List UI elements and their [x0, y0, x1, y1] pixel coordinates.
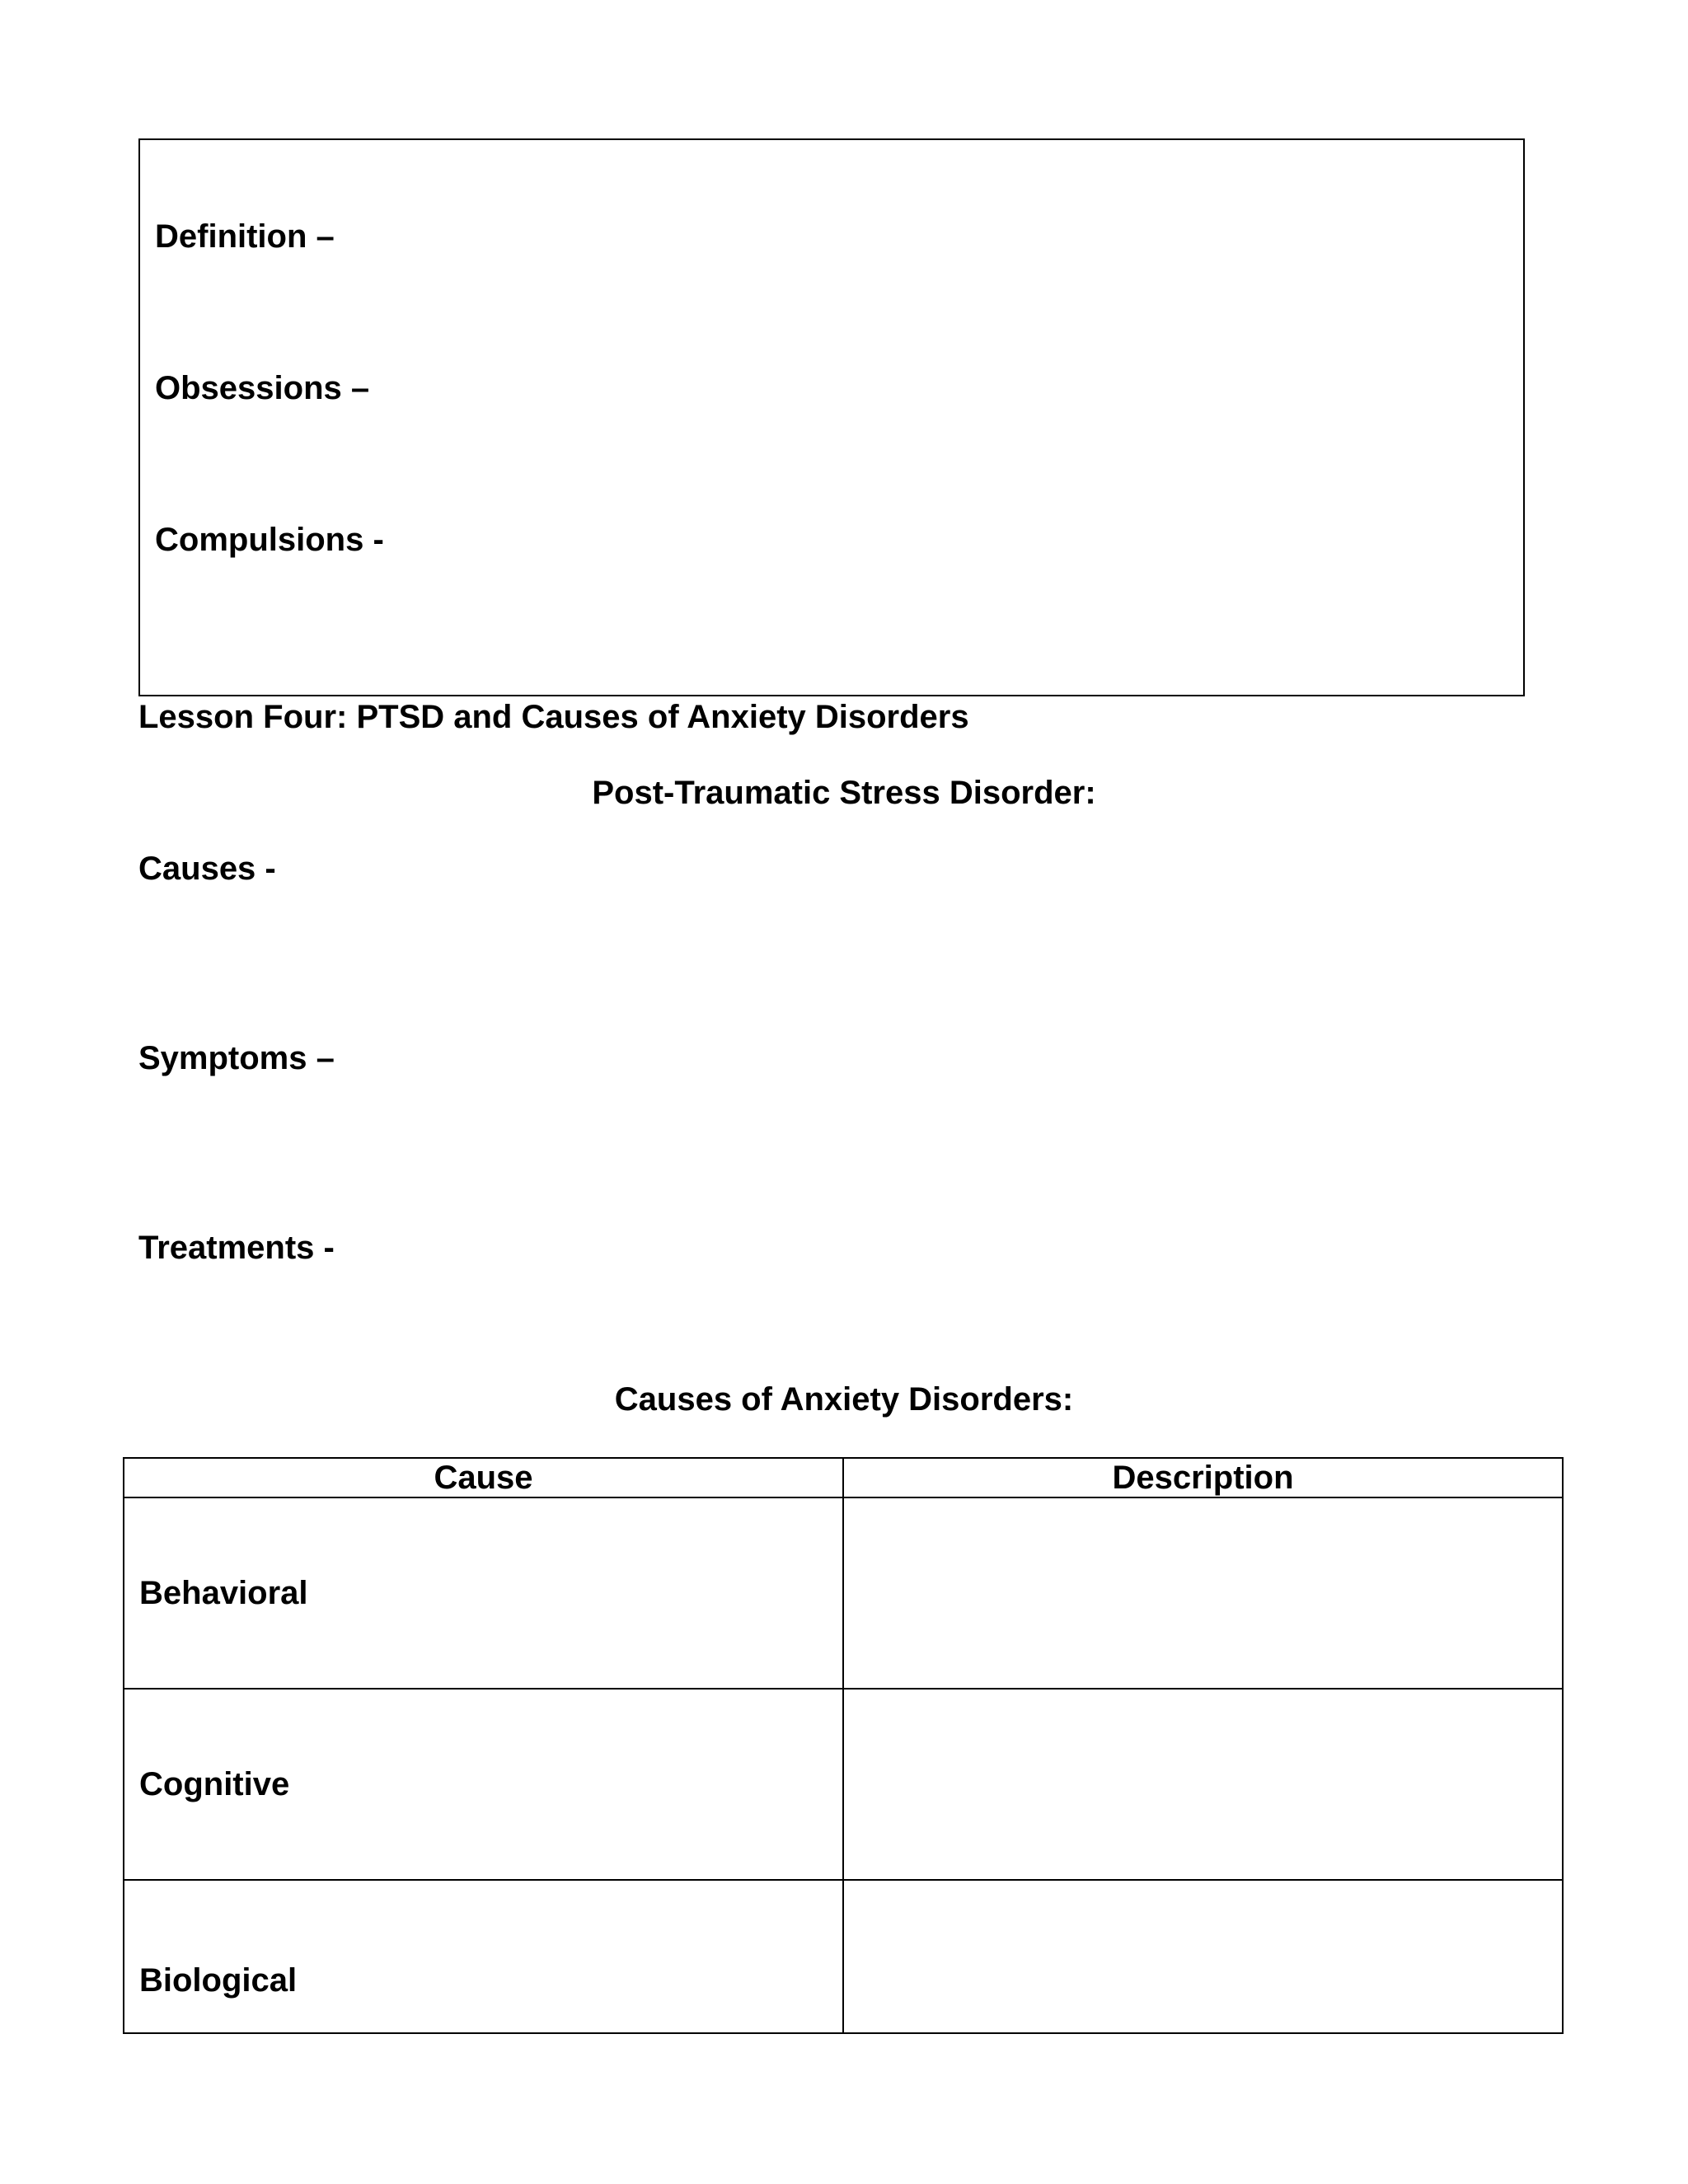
cause-cell-behavioral: Behavioral — [124, 1497, 843, 1689]
ptsd-symptoms-label: Symptoms – — [138, 1040, 335, 1076]
table-row — [124, 1497, 1563, 1689]
ptsd-treatments-label: Treatments - — [138, 1230, 335, 1266]
cause-cell-biological: Biological — [124, 1880, 843, 2033]
ptsd-heading: Post-Traumatic Stress Disorder: — [592, 775, 1096, 811]
description-cell — [843, 1689, 1563, 1880]
lesson-title: Lesson Four: PTSD and Causes of Anxiety Disorders — [138, 699, 969, 735]
compulsions-label: Compulsions - — [155, 522, 384, 558]
description-cell — [843, 1880, 1563, 2033]
table-row — [124, 1880, 1563, 2033]
definition-label: Definition – — [155, 218, 335, 255]
causes-heading: Causes of Anxiety Disorders: — [614, 1381, 1074, 1418]
table-row — [124, 1689, 1563, 1880]
ocd-notes-box — [138, 138, 1525, 696]
ptsd-causes-label: Causes - — [138, 851, 276, 887]
table-header-row — [124, 1458, 1563, 1497]
obsessions-label: Obsessions – — [155, 370, 370, 406]
column-header-description: Description — [843, 1458, 1563, 1497]
column-header-cause: Cause — [124, 1458, 843, 1497]
causes-table — [123, 1457, 1564, 2034]
cause-cell-cognitive: Cognitive — [124, 1689, 843, 1880]
description-cell — [843, 1497, 1563, 1689]
